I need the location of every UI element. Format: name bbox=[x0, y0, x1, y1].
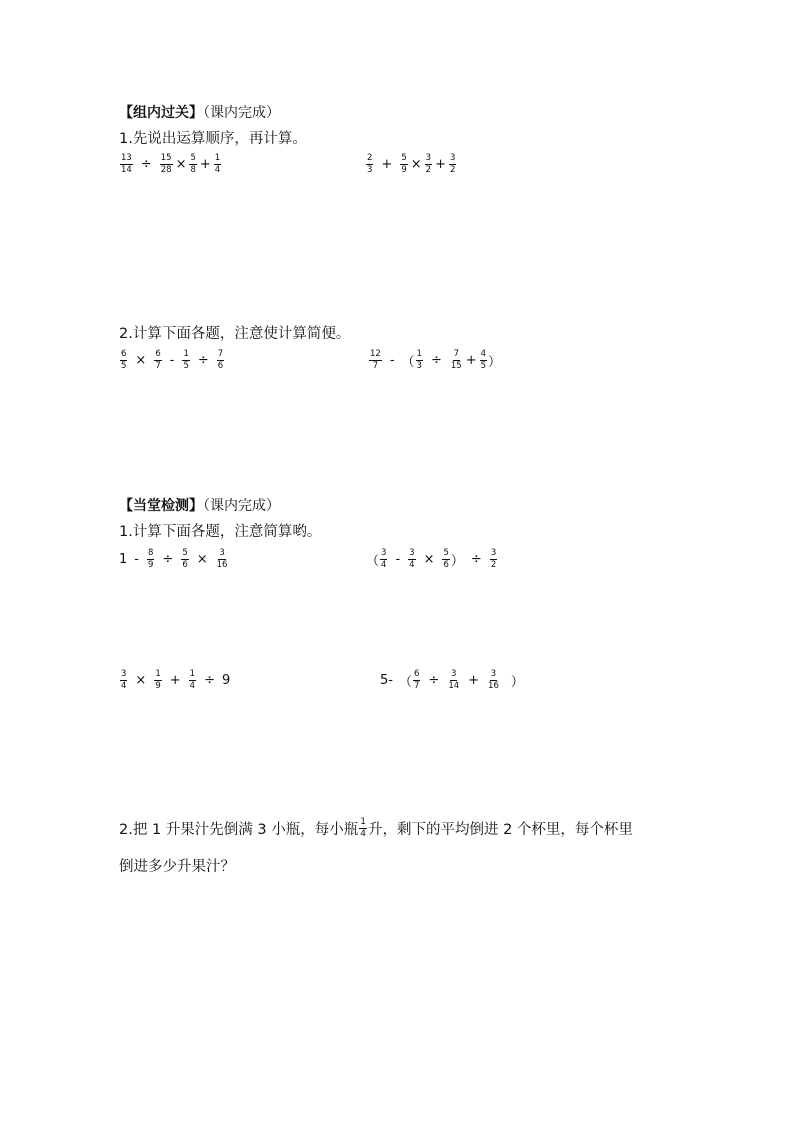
divide-operator: ÷ bbox=[197, 352, 209, 368]
right-paren: ） bbox=[488, 354, 502, 370]
expression-3b bbox=[366, 549, 498, 569]
fraction: $\frac{3}{4}$ bbox=[381, 548, 387, 570]
divide-operator: ÷ bbox=[428, 672, 440, 688]
fraction: $\frac{3}{2}$ bbox=[490, 548, 497, 570]
plus-operator: + bbox=[435, 156, 446, 172]
section-header-group-pass bbox=[119, 102, 280, 122]
word-problem-line-2: 倒进多少升果汁？ bbox=[119, 859, 235, 875]
expression-1a bbox=[119, 154, 222, 174]
divide-operator: ÷ bbox=[204, 672, 215, 688]
fraction: $\frac{7}{15}$ bbox=[450, 349, 462, 371]
fraction: $\frac{12}{7}$ bbox=[370, 349, 381, 371]
word-problem-line-1 bbox=[119, 818, 633, 839]
fraction: $\frac{15}{28}$ bbox=[160, 153, 172, 175]
expression-3a bbox=[119, 549, 229, 569]
fraction: $\frac{1}{3}$ bbox=[416, 349, 422, 371]
fraction: $\frac{7}{6}$ bbox=[217, 349, 224, 371]
fraction: $\frac{5}{9}$ bbox=[401, 153, 407, 175]
plus-operator: + bbox=[199, 156, 211, 172]
section-note: （课内完成） bbox=[203, 105, 280, 121]
plus-operator: + bbox=[381, 156, 393, 172]
fraction: $\frac{5}{8}$ bbox=[190, 153, 196, 175]
word-problem-text-a: 2.把 1 升果汁先倒满 3 小瓶，每小瓶 bbox=[119, 822, 359, 838]
divide-operator: ÷ bbox=[162, 551, 174, 567]
minus-operator: - bbox=[389, 352, 395, 368]
fraction: $\frac{1}{4}$ bbox=[214, 153, 221, 175]
question-1-prompt: 1.先说出运算顺序，再计算。 bbox=[119, 131, 307, 147]
multiply-operator: × bbox=[423, 551, 435, 567]
fraction: $\frac{3}{4}$ bbox=[409, 548, 415, 570]
fraction: $\frac{13}{14}$ bbox=[121, 153, 132, 175]
question-1-prompt: 1.计算下面各题，注意简算哟。 bbox=[119, 524, 322, 540]
fraction: $\frac{3}{2}$ bbox=[449, 153, 456, 175]
divide-operator: ÷ bbox=[140, 156, 152, 172]
section-title: 【组内过关】 bbox=[119, 105, 203, 121]
fraction: $\frac{3}{16}$ bbox=[488, 669, 499, 691]
fraction: $\frac{6}{7}$ bbox=[155, 349, 161, 371]
number: 5- bbox=[380, 672, 393, 688]
fraction: $\frac{8}{9}$ bbox=[147, 548, 154, 570]
expression-3c bbox=[119, 670, 230, 690]
fraction: $\frac{1}{5}$ bbox=[183, 349, 189, 371]
number: 1 bbox=[119, 551, 128, 567]
minus-operator: - bbox=[395, 551, 401, 567]
question-2-prompt: 2.计算下面各题，注意使计算简便。 bbox=[119, 326, 351, 342]
fraction: $\frac{1}{4}$ bbox=[189, 669, 196, 691]
multiply-operator: × bbox=[175, 156, 187, 172]
expression-2a bbox=[119, 350, 225, 370]
word-problem-text-b: 升，剩下的平均倒进 2 个杯里，每个杯里 bbox=[367, 822, 633, 838]
multiply-operator: × bbox=[135, 672, 147, 688]
minus-operator: - bbox=[134, 551, 139, 567]
fraction: $\frac{3}{4}$ bbox=[121, 669, 127, 691]
fraction: $\frac{6}{5}$ bbox=[121, 349, 127, 371]
left-paren: （ bbox=[401, 354, 415, 370]
fraction: $\frac{1}{9}$ bbox=[155, 669, 161, 691]
fraction: $\frac{3}{2}$ bbox=[425, 153, 432, 175]
fraction: $\frac{5}{6}$ bbox=[182, 548, 188, 570]
left-paren: （ bbox=[398, 674, 412, 690]
divide-operator: ÷ bbox=[430, 352, 442, 368]
fraction: $\frac{3}{14}$ bbox=[448, 669, 460, 691]
section-note: （课内完成） bbox=[203, 498, 280, 514]
multiply-operator: × bbox=[135, 352, 147, 368]
plus-operator: + bbox=[465, 352, 477, 368]
fraction: $\frac{6}{7}$ bbox=[413, 669, 420, 691]
plus-operator: + bbox=[468, 672, 480, 688]
section-title: 【当堂检测】 bbox=[119, 498, 203, 514]
plus-operator: + bbox=[169, 672, 181, 688]
number: 9 bbox=[221, 672, 231, 688]
fraction: $\frac{1}{4}$ bbox=[360, 817, 366, 839]
fraction: $\frac{4}{5}$ bbox=[480, 349, 487, 371]
expression-1b bbox=[365, 154, 457, 174]
divide-operator: ÷ bbox=[470, 551, 482, 567]
right-paren: ） bbox=[450, 553, 464, 569]
right-paren: ） bbox=[510, 674, 524, 690]
multiply-operator: × bbox=[410, 156, 422, 172]
left-paren: （ bbox=[366, 553, 380, 569]
fraction: $\frac{2}{3}$ bbox=[367, 153, 373, 175]
minus-operator: - bbox=[169, 352, 175, 368]
fraction: $\frac{5}{6}$ bbox=[443, 548, 449, 570]
fraction: $\frac{3}{16}$ bbox=[216, 548, 228, 570]
expression-3d bbox=[380, 670, 524, 690]
expression-2b bbox=[368, 350, 501, 370]
section-header-class-check bbox=[119, 495, 280, 515]
multiply-operator: × bbox=[196, 551, 208, 567]
